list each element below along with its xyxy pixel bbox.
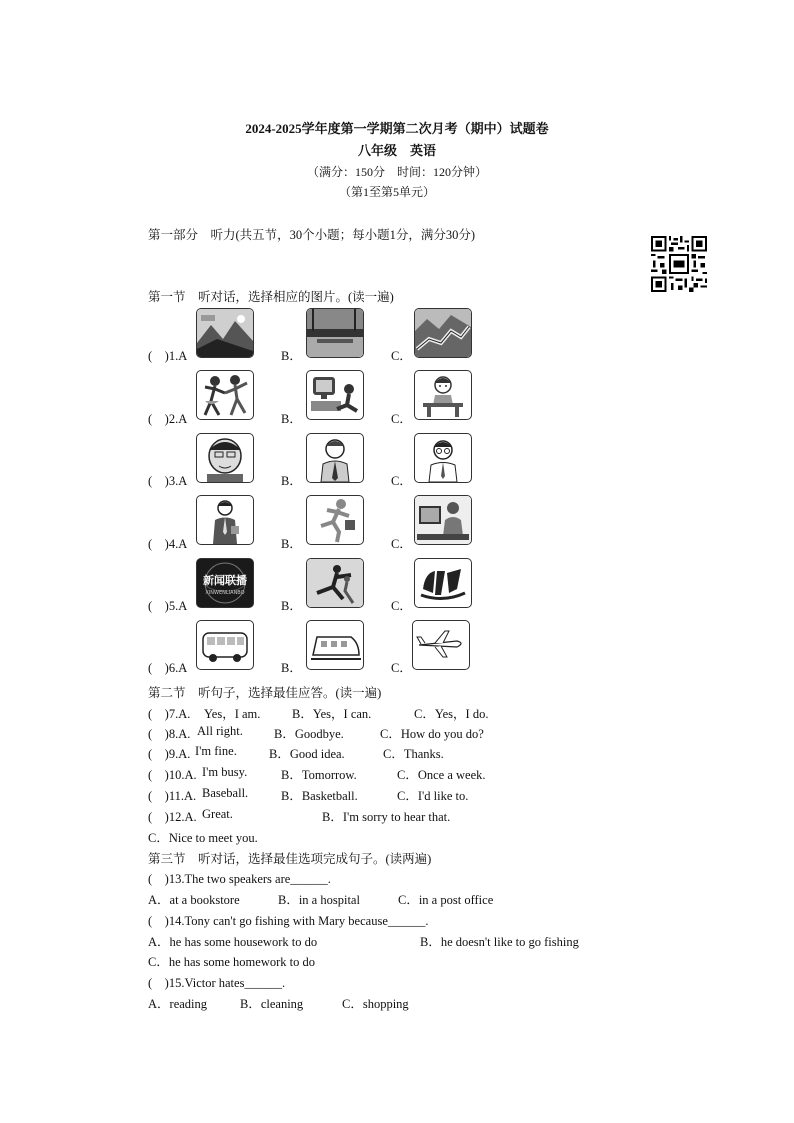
q8-option-a: All right. bbox=[197, 724, 243, 738]
man-with-tie-picture bbox=[306, 433, 364, 483]
q13-stem: ( )13.The two speakers are______. bbox=[148, 872, 331, 886]
q4-option-b: B． bbox=[281, 537, 302, 551]
bus-picture bbox=[196, 620, 254, 670]
q10-option-a: I'm busy. bbox=[202, 765, 248, 779]
ice-skating-picture bbox=[306, 558, 364, 608]
tv-show-logo-picture bbox=[414, 558, 472, 608]
great-wall-picture bbox=[414, 308, 472, 358]
q6-label: ( )6.A bbox=[148, 661, 188, 675]
watching-tv-picture bbox=[306, 370, 364, 420]
q11-option-a: Baseball. bbox=[202, 786, 249, 800]
man-with-glasses-picture bbox=[414, 433, 472, 483]
q15-option-a: A．reading bbox=[148, 997, 208, 1011]
q3-option-b: B． bbox=[281, 474, 302, 488]
q14-stem: ( )14.Tony can't go fishing with Mary because______. bbox=[148, 914, 429, 928]
news-program-logo-picture bbox=[196, 558, 254, 608]
q13-option-a: A．at a bookstore bbox=[148, 893, 240, 907]
q10-number: ( )10.A. bbox=[148, 768, 197, 782]
q7-number: ( )7.A. bbox=[148, 707, 191, 721]
businessman-picture bbox=[196, 495, 254, 545]
q14-option-a: A．he has some housework to do bbox=[148, 935, 318, 949]
q4-label: ( )4.A bbox=[148, 537, 188, 551]
q11-option-b: B．Basketball. bbox=[281, 789, 358, 803]
mountain-scenery-picture bbox=[196, 308, 254, 358]
section2-heading: 第二节 听句子，选择最佳应答。(读一遍) bbox=[148, 686, 382, 700]
q15-option-b: B．cleaning bbox=[240, 997, 304, 1011]
q13-option-c: C．in a post office bbox=[398, 893, 494, 907]
q3-option-c: C． bbox=[391, 474, 412, 488]
score-time: （满分：150分 时间：120分钟） bbox=[306, 165, 487, 179]
studying-girl-picture bbox=[414, 370, 472, 420]
q2-option-b: B． bbox=[281, 412, 302, 426]
q2-option-c: C． bbox=[391, 412, 412, 426]
q2-label: ( )2.A bbox=[148, 412, 188, 426]
q1-option-b: B． bbox=[281, 349, 302, 363]
q3-label: ( )3.A bbox=[148, 474, 188, 488]
q9-option-c: C．Thanks. bbox=[383, 747, 444, 761]
part1-heading: 第一部分 听力(共五节，30个小题；每小题1分，满分30分) bbox=[148, 228, 476, 242]
running-man-picture bbox=[306, 495, 364, 545]
q1-label: ( )1.A bbox=[148, 349, 188, 363]
q14-option-c: C．he has some homework to do bbox=[148, 955, 315, 969]
news-logo-pinyin: XINWENLIANBO bbox=[205, 590, 245, 596]
exam-title: 2024-2025学年度第一学期第二次月考（期中）试题卷 bbox=[245, 121, 549, 136]
qr-code-icon bbox=[651, 236, 707, 292]
q5-option-b: B． bbox=[281, 599, 302, 613]
dancing-picture bbox=[196, 370, 254, 420]
q7-option-a: Yes，I am. bbox=[204, 707, 261, 721]
q12-option-b: B．I'm sorry to hear that. bbox=[322, 810, 451, 824]
q10-option-b: B．Tomorrow. bbox=[281, 768, 357, 782]
q10-option-c: C．Once a week. bbox=[397, 768, 486, 782]
grade-subject: 八年级 英语 bbox=[357, 143, 436, 158]
q11-number: ( )11.A. bbox=[148, 789, 197, 803]
q8-number: ( )8.A. bbox=[148, 727, 191, 741]
q7-option-b: B．Yes，I can. bbox=[292, 707, 372, 721]
q4-option-c: C． bbox=[391, 537, 412, 551]
q8-option-c: C．How do you do? bbox=[380, 727, 484, 741]
q11-option-c: C．I'd like to. bbox=[397, 789, 469, 803]
heavy-boy-picture bbox=[196, 433, 254, 483]
q14-option-b: B．he doesn't like to go fishing bbox=[420, 935, 579, 949]
unit-range: （第1至第5单元） bbox=[338, 185, 435, 199]
q9-number: ( )9.A. bbox=[148, 747, 191, 761]
q8-option-b: B．Goodbye. bbox=[274, 727, 344, 741]
q15-stem: ( )15.Victor hates______. bbox=[148, 976, 286, 990]
q5-label: ( )5.A bbox=[148, 599, 188, 613]
q12-number: ( )12.A. bbox=[148, 810, 197, 824]
q12-option-c: C．Nice to meet you. bbox=[148, 831, 258, 845]
q5-option-c: C． bbox=[391, 599, 412, 613]
news-logo-text: 新闻联播 bbox=[203, 574, 247, 587]
airplane-picture bbox=[412, 620, 470, 670]
train-picture bbox=[306, 620, 364, 670]
q9-option-b: B．Good idea. bbox=[269, 747, 345, 761]
q1-option-c: C． bbox=[391, 349, 412, 363]
lake-picture bbox=[306, 308, 364, 358]
q13-option-b: B．in a hospital bbox=[278, 893, 360, 907]
q7-option-c: C．Yes，I do. bbox=[414, 707, 489, 721]
section1-heading: 第一节 听对话，选择相应的图片。(读一遍) bbox=[148, 290, 394, 304]
q6-option-b: B． bbox=[281, 661, 302, 675]
q12-option-a: Great. bbox=[202, 807, 233, 821]
q6-option-c: C． bbox=[391, 661, 412, 675]
computer-worker-picture bbox=[414, 495, 472, 545]
q15-option-c: C．shopping bbox=[342, 997, 409, 1011]
q9-option-a: I'm fine. bbox=[195, 744, 237, 758]
section3-heading: 第三节 听对话，选择最佳选项完成句子。(读两遍) bbox=[148, 852, 432, 866]
